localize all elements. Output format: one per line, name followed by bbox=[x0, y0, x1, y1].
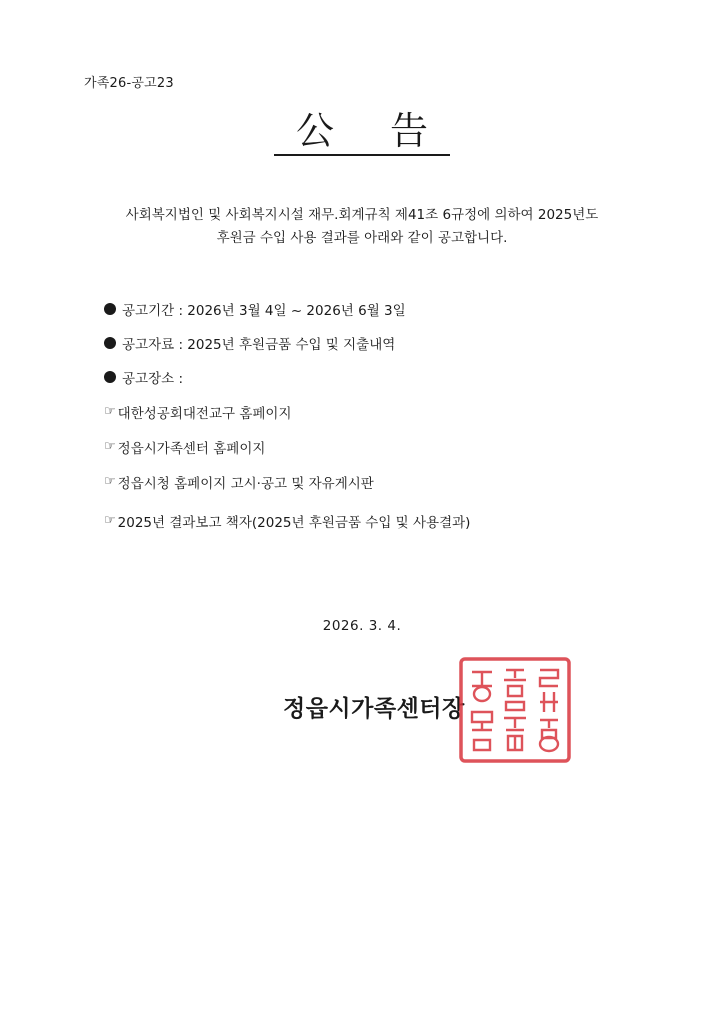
signer-name: 정읍시가족센터장 bbox=[283, 696, 465, 722]
notice-date: 2026. 3. 4. bbox=[322, 618, 402, 634]
notice-material bbox=[104, 326, 664, 360]
place-item-text: 정읍시가족센터 홈페이지 bbox=[117, 440, 266, 457]
place-item-text: 2025년 결과보고 책자(2025년 후원금품 수입 및 사용결과) bbox=[117, 514, 471, 531]
intro-line-1: 사회복지법인 및 사회복지시설 재무.회계규칙 제41조 6규정에 의하여 2025년도 bbox=[125, 207, 599, 223]
title-text: 公 告 bbox=[274, 110, 450, 156]
notice-period bbox=[104, 292, 664, 326]
notice-place bbox=[104, 360, 664, 394]
place-item bbox=[104, 464, 664, 499]
notice-period-text: 공고기간 : 2026년 3월 4일 ~ 2026년 6월 3일 bbox=[122, 303, 406, 319]
bullet-icon bbox=[104, 371, 116, 383]
bullet-icon bbox=[104, 303, 116, 315]
pointing-hand-icon: ☞ bbox=[104, 474, 116, 489]
place-item bbox=[104, 394, 664, 429]
place-item-text: 정읍시청 홈페이지 고시·공고 및 자유게시판 bbox=[117, 475, 374, 492]
pointing-hand-icon: ☞ bbox=[104, 513, 116, 528]
notice-items bbox=[104, 292, 664, 538]
official-seal-stamp bbox=[458, 656, 572, 764]
page-title bbox=[0, 110, 724, 156]
place-item-text: 대한성공회대전교구 홈페이지 bbox=[117, 405, 292, 422]
intro-line-2: 후원금 수입 사용 결과를 아래와 같이 공고합니다. bbox=[216, 230, 508, 246]
intro-paragraph bbox=[60, 204, 664, 250]
pointing-hand-icon: ☞ bbox=[104, 439, 116, 454]
pointing-hand-icon: ☞ bbox=[104, 404, 116, 419]
place-item bbox=[104, 429, 664, 464]
notice-place-label: 공고장소 : bbox=[122, 371, 184, 387]
notice-material-text: 공고자료 : 2025년 후원금품 수입 및 지출내역 bbox=[122, 337, 396, 353]
document-number: 가족26-공고23 bbox=[84, 76, 174, 91]
place-item bbox=[104, 503, 664, 538]
bullet-icon bbox=[104, 337, 116, 349]
